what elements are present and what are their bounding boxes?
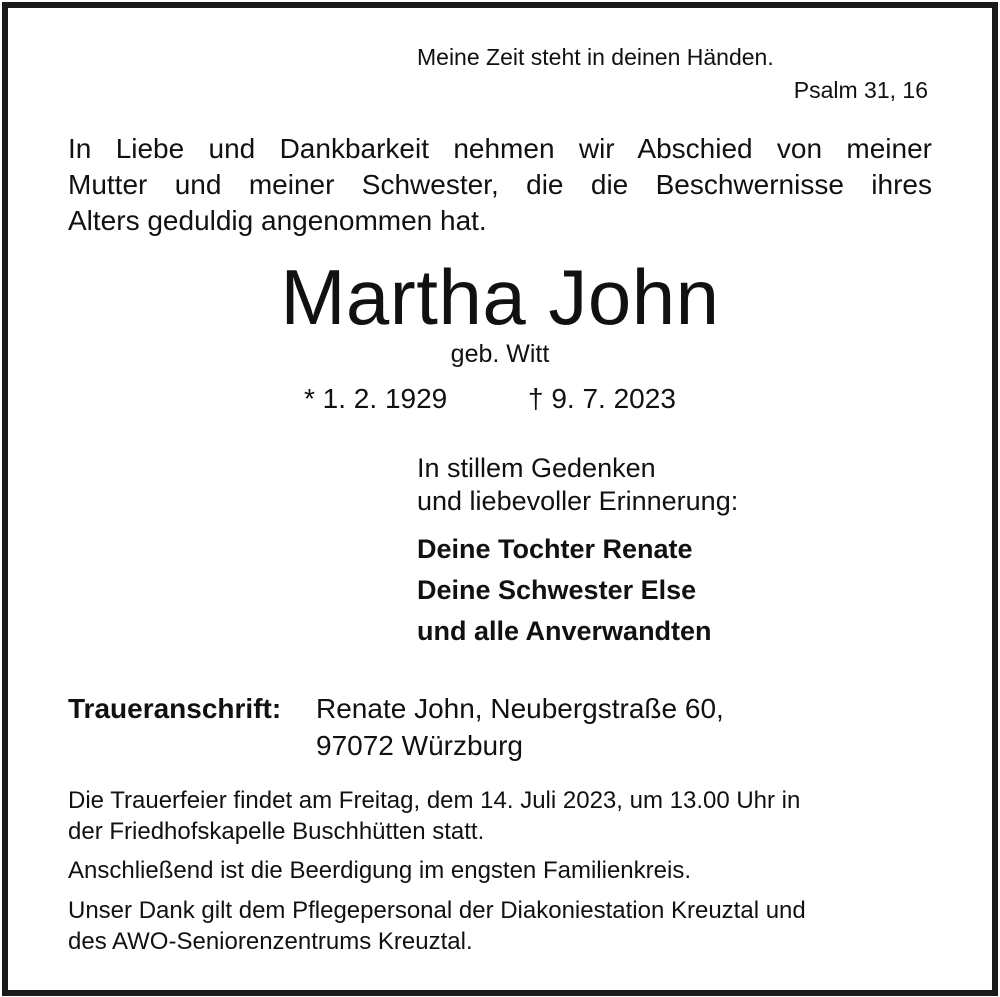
birth-name: geb. Witt: [450, 340, 550, 368]
bible-verse-reference: Psalm 31, 16: [793, 77, 928, 103]
funeral-info-line-1: Die Trauerfeier findet am Freitag, dem 14. Juli 2023, um 13.00 Uhr in: [68, 787, 801, 814]
intro-line-2: Mutter und meiner Schwester, die die Beschwernisse ihres: [68, 169, 932, 200]
intro-line-3: Alters geduldig angenommen hat.: [68, 205, 487, 236]
death-date: † 9. 7. 2023: [528, 383, 676, 414]
address-line-1: Renate John, Neubergstraße 60,: [316, 693, 724, 724]
intro-line-1: In Liebe und Dankbarkeit nehmen wir Abschied von meiner: [68, 133, 932, 164]
address-label: Traueranschrift:: [68, 693, 282, 724]
family-member: Deine Schwester Else: [417, 575, 697, 605]
deceased-name: Martha John: [280, 253, 720, 341]
mourners-line-1: In stillem Gedenken: [417, 453, 656, 483]
bible-verse: Meine Zeit steht in deinen Händen.: [417, 44, 774, 70]
mourners-line-2: und liebevoller Erinnerung:: [417, 486, 739, 516]
family-member: und alle Anverwandten: [417, 616, 712, 646]
birth-date: * 1. 2. 1929: [304, 383, 448, 414]
thanks-line-1: Unser Dank gilt dem Pflegepersonal der Diakoniestation Kreuztal und: [68, 897, 806, 924]
funeral-info-line-2: der Friedhofskapelle Buschhütten statt.: [68, 818, 485, 845]
family-member: Deine Tochter Renate: [417, 534, 693, 564]
address-line-2: 97072 Würzburg: [316, 730, 524, 761]
burial-info: Anschließend ist die Beerdigung im engsten Familienkreis.: [68, 857, 691, 884]
thanks-line-2: des AWO-Seniorenzentrums Kreuztal.: [68, 928, 473, 955]
